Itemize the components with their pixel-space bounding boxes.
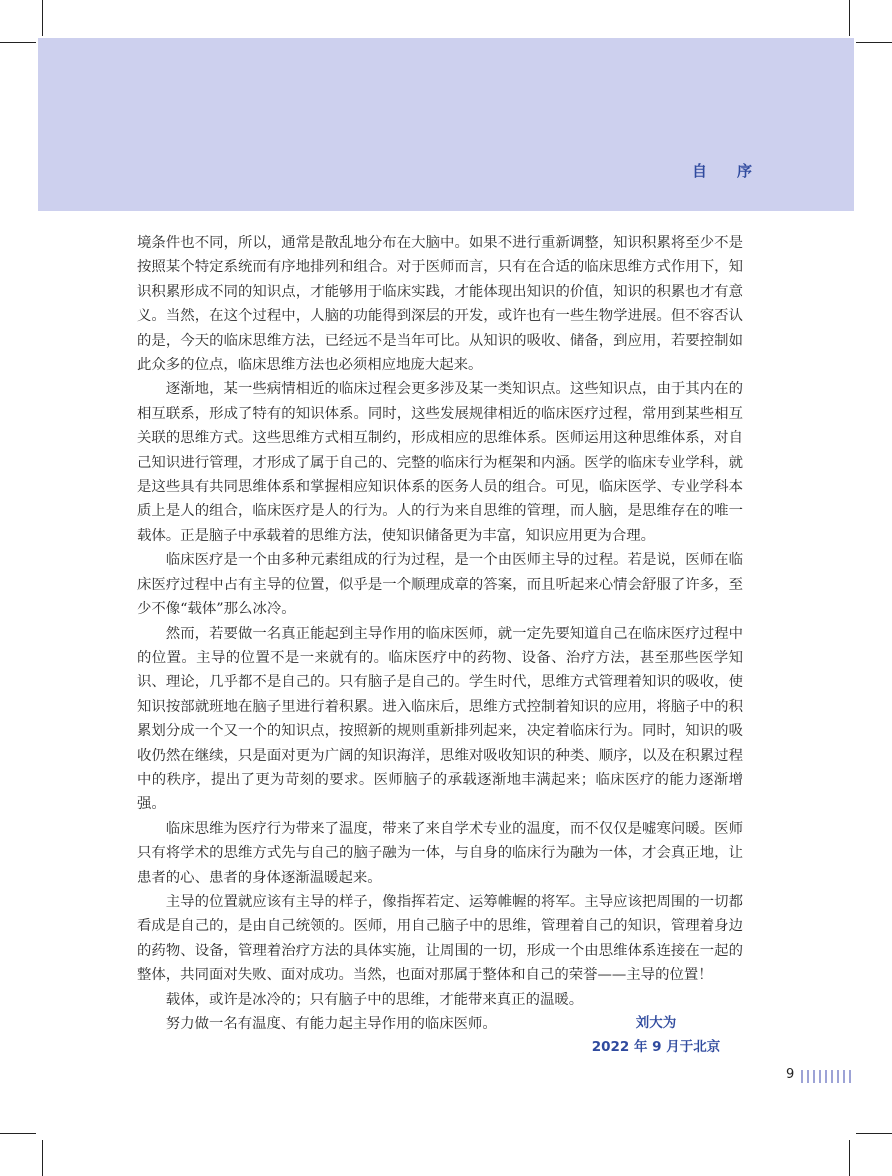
body-text (137, 231, 743, 1036)
paragraph-5: 临床思维为医疗行为带来了温度，带来了来自学术专业的温度，而不仅仅是嘘寒问暖。医师只有将学术的思维方式先与自己的脑子融为一体，与自身的临床行为融为一体，才会真正地，让患者的心、患者的身体逐渐温暖起来。 (137, 820, 743, 886)
paragraph-2: 逐渐地，某一些病情相近的临床过程会更多涉及某一类知识点。这些知识点，由于其内在的相互联系，形成了特有的知识体系。同时，这些发展规律相近的临床医疗过程，常用到某些相互关联的思维方式。这些思维方式相互制约，形成相应的思维体系。医师运用这种思维体系，对自己知识进行管理，才形成了属于自己的、完整的临床行为框架和内涵。医学的临床专业学科，就是这些具有共同思维体系和掌握相应知识体系的医务人员的组合。可见，临床医学、专业学科本质上是人的组合，临床医疗是人的行为。人的行为来自思维的管理，而人脑，是思维存在的唯一载体。正是脑子中承载着的思维方法，使知识储备更为丰富，知识应用更为合理。 (137, 381, 743, 544)
crop-mark-top-left-h (0, 42, 36, 43)
author-date-place: 2022 年 9 月于北京 (591, 1039, 721, 1055)
crop-mark-top-right-h (856, 42, 892, 43)
page-number-decoration (801, 1070, 855, 1083)
section-title: 自序 (691, 162, 782, 180)
header-band (38, 38, 854, 211)
crop-mark-top-left-v (42, 0, 43, 36)
paragraph-6: 主导的位置就应该有主导的样子，像指挥若定、运筹帷幄的将军。主导应该把周围的一切都看成是自己的，是由自己统领的。医师，用自己脑子中的思维，管理着自己的知识，管理着身边的药物、设备，管理着治疗方法的具体实施，让周围的一切，形成一个由思维体系连接在一起的整体，共同面对失败、面对成功。当然，也面对那属于整体和自己的荣誉——主导的位置！ (137, 893, 743, 984)
author-name: 刘大为 (635, 1015, 677, 1031)
paragraph-1: 境条件也不同，所以，通常是散乱地分布在大脑中。如果不进行重新调整，知识积累将至少不是按照某个特定系统而有序地排列和组合。对于医师而言，只有在合适的临床思维方式作用下，知识积累形成不同的知识点，才能够用于临床实践，才能体现出知识的价值，知识的积累也才有意义。当然，在这个过程中，人脑的功能得到深层的开发，或许也有一些生物学进展。但不容否认的是，今天的临床思维方法，已经远不是当年可比。从知识的吸收、储备，到应用，若要控制如此众多的位点，临床思维方法也必须相应地庞大起来。 (137, 235, 743, 374)
paragraph-8: 努力做一名有温度、有能力起主导作用的临床医师。 (165, 1016, 497, 1032)
paragraph-3: 临床医疗是一个由多种元素组成的行为过程，是一个由医师主导的过程。若是说，医师在临床医疗过程中占有主导的位置，似乎是一个顺理成章的答案，而且听起来心情会舒服了许多，至少不像“载体”那么冰冷。 (137, 552, 743, 618)
crop-mark-top-right-v (849, 0, 850, 36)
paragraph-7: 载体，或许是冰冷的；只有脑子中的思维，才能带来真正的温暖。 (165, 991, 584, 1008)
crop-mark-bottom-right-h (856, 1133, 892, 1134)
paragraph-4: 然而，若要做一名真正能起到主导作用的临床医师，就一定先要知道自己在临床医疗过程中的位置。主导的位置不是一来就有的。临床医疗中的药物、设备、治疗方法，甚至那些医学知识、理论，几乎都不是自己的。只有脑子是自己的。学生时代，思维方式管理着知识的吸收，使知识按部就班地在脑子里进行着积累。进入临床后，思维方式控制着知识的应用，将脑子中的积累划分成一个又一个的知识点，按照新的规则重新排列起来，决定着临床行为。同时，知识的吸收仍然在继续，只是面对更为广阔的知识海洋，思维对吸收知识的种类、顺序，以及在积累过程中的秩序，提出了更为苛刻的要求。医师脑子的承载逐渐地丰满起来；临床医疗的能力逐渐增强。 (137, 625, 743, 813)
page-number: 9 (786, 1067, 795, 1082)
crop-mark-bottom-left-v (42, 1140, 43, 1176)
crop-mark-bottom-right-v (849, 1140, 850, 1176)
crop-mark-bottom-left-h (0, 1133, 36, 1134)
